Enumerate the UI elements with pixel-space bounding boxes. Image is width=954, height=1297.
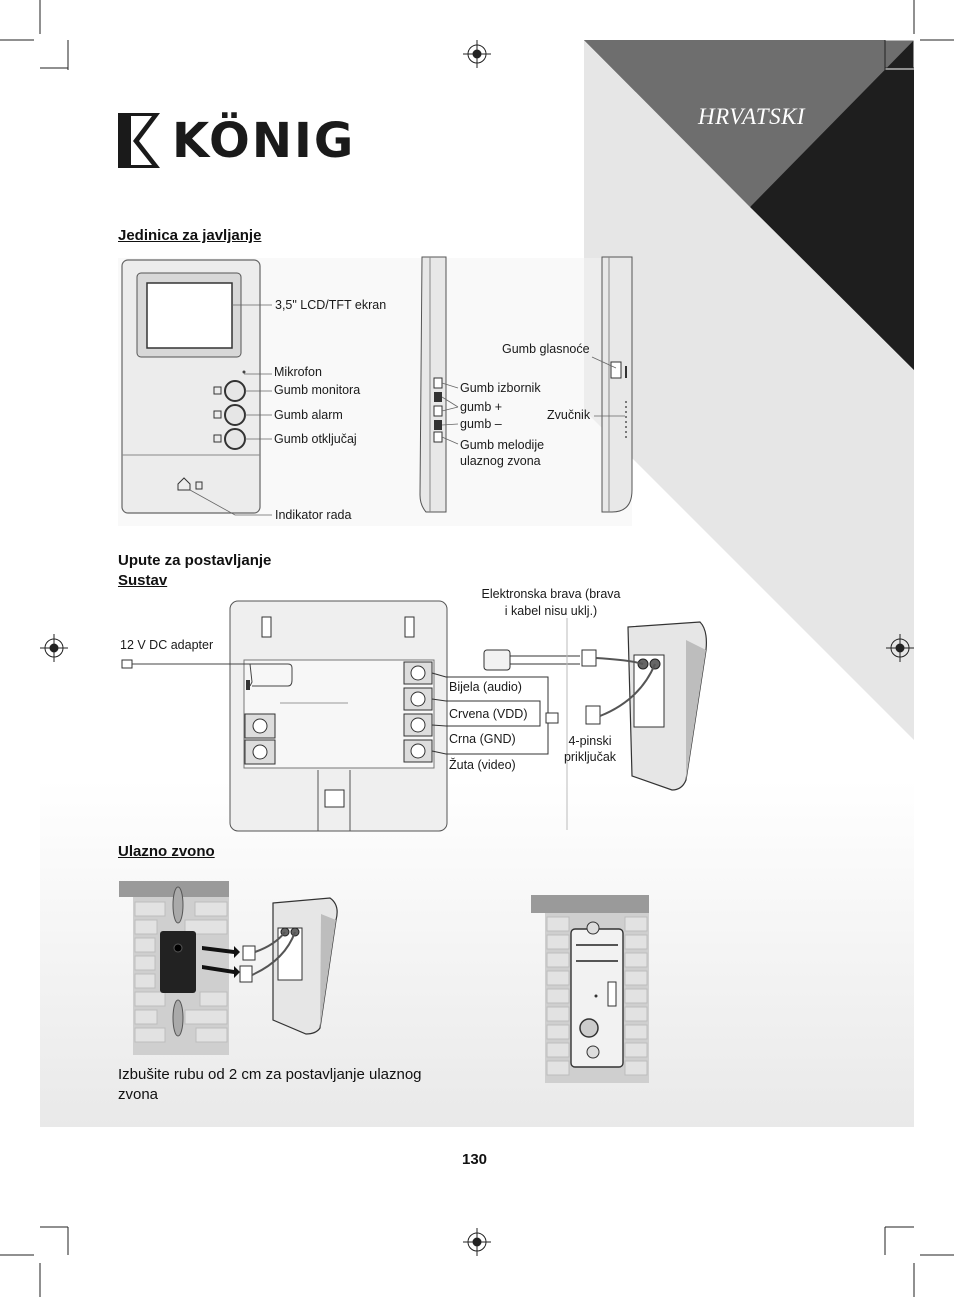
- label-dc-adapter: 12 V DC adapter: [120, 638, 214, 652]
- registration-mark-top: [463, 40, 491, 68]
- language-label: HRVATSKI: [698, 104, 806, 129]
- label-minus-button: gumb –: [460, 417, 502, 431]
- registration-mark-bottom: [463, 1228, 491, 1256]
- indoor-unit-side-right: [602, 257, 632, 512]
- label-wire-yellow: Žuta (video): [449, 758, 516, 772]
- label-alarm-button: Gumb alarm: [274, 408, 343, 422]
- label-electronic-lock-line1: Elektronska brava (brava: [481, 587, 621, 601]
- label-wire-red: Crvena (VDD): [449, 707, 528, 721]
- wall-drilling-diagram: [119, 881, 337, 1055]
- section-title-installation: Upute za postavljanje: [118, 552, 272, 569]
- registration-mark-left: [40, 634, 68, 662]
- page-number: 130: [462, 1151, 488, 1168]
- label-electronic-lock-line2: i kabel nisu uklj.): [504, 604, 598, 618]
- label-melody-button-line2: ulaznog zvona: [460, 454, 541, 468]
- indoor-unit-side-left: [420, 257, 446, 512]
- mounted-doorbell-diagram: [531, 895, 649, 1083]
- label-speaker: Zvučnik: [547, 408, 591, 422]
- label-volume-button: Gumb glasnoće: [502, 342, 590, 356]
- section-title-answer-unit: Jedinica za javljanje: [118, 227, 262, 244]
- drilling-caption: Izbušite rubu od 2 cm za postavljanje ulaznog zvona: [118, 1066, 422, 1103]
- label-unlock-button: Gumb otključaj: [274, 432, 357, 446]
- label-melody-button-line1: Gumb melodije: [460, 438, 545, 452]
- label-power-indicator: Indikator rada: [275, 508, 352, 522]
- label-monitor-button: Gumb monitora: [274, 383, 361, 397]
- subsection-title-system: Sustav: [118, 572, 168, 589]
- label-wire-black: Crna (GND): [449, 732, 516, 746]
- label-microphone: Mikrofon: [274, 365, 322, 379]
- brand-name: KÖNIG: [172, 113, 356, 169]
- label-connector-line1: 4-pinski: [568, 734, 612, 748]
- section-title-doorbell: Ulazno zvono: [118, 843, 215, 860]
- indoor-unit-front: [122, 260, 260, 513]
- label-connector-line2: priključak: [563, 750, 617, 764]
- label-lcd: 3,5" LCD/TFT ekran: [275, 298, 387, 312]
- konig-logo-mark: [118, 113, 160, 168]
- label-menu-button: Gumb izbornik: [460, 381, 541, 395]
- label-wire-white: Bijela (audio): [449, 680, 522, 694]
- label-plus-button: gumb +: [460, 400, 503, 414]
